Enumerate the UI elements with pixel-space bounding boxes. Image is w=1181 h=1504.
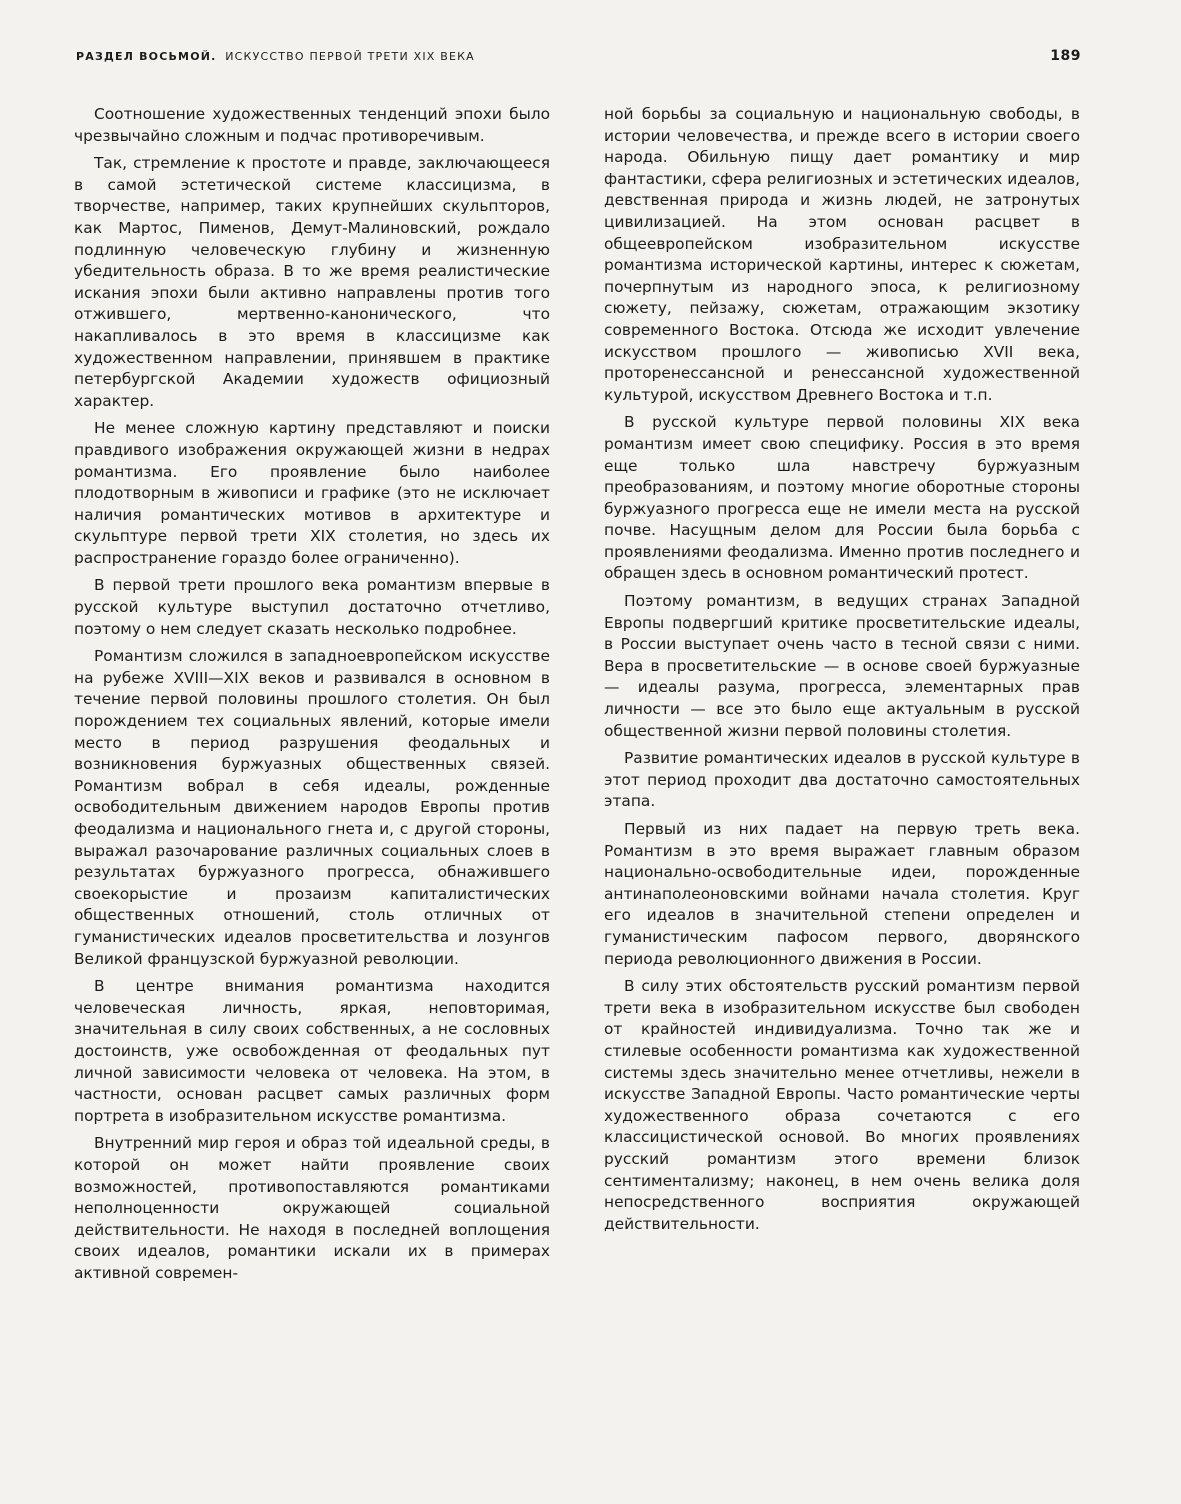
paragraph: Соотношение художественных тенденций эпохи было чрезвычайно сложным и подчас противоречивым. bbox=[74, 105, 550, 145]
paragraph: Первый из них падает на первую треть века. Романтизм в это время выражает главным образом национально-освободительные идеи, порожденные антинаполеоновскими войнами начала столетия. Круг его идеалов в значительной степени определен и гуманистическим пафосом первого, дворянского периода революционного движения в России. bbox=[604, 820, 1080, 968]
paragraph: Так, стремление к простоте и правде, заключающееся в самой эстетической системе классицизма, в творчестве, например, таких крупнейших скульпторов, как Мартос, Пименов, Демут-Малиновский, рождало подлинную человеческую глубину и жизненную убедительность образа. В то же время реалистические искания эпохи были активно направлены против того отжившего, мертвенно-канонического, что накапливалось в это время в классицизме как художественном направлении, принявшем в практике петербургской Академии художеств официозный характер. bbox=[74, 154, 550, 410]
section-title: РАЗДЕЛ ВОСЬМОЙ. bbox=[76, 50, 217, 63]
paragraph: В центре внимания романтизма находится человеческая личность, яркая, неповторимая, значительная в силу своих собственных, а не сословных достоинств, уже освобожденная от феодальных пут личной зависимости человека от человека. На этом, в частности, основан расцвет самых различных форм портрета в изобразительном искусстве романтизма. bbox=[74, 977, 550, 1125]
continued-paragraph: ной борьбы за социальную и национальную свободы, в истории человечества, и прежде всего в истории своего народа. Обильную пищу дает романтику и мир фантастики, сфера религиозных и эстетических идеалов, девственная природа и жизнь людей, не затронутых цивилизацией. На этом основан расцвет в общеевропейском изобразительном искусстве романтизма исторической картины, интерес к сюжетам, почерпнутым из народного эпоса, к религиозному сюжету, пейзажу, сюжетам, отражающим экзотику современного Востока. Отсюда же исходит увлечение искусством прошлого — живописью XVII века, проторенессансной и ренессансной художественной культурой, искусством Древнего Востока и т.п. bbox=[604, 105, 1081, 404]
paragraph: В первой трети прошлого века романтизм впервые в русской культуре выступил достаточно отчетливо, поэтому о нем следует сказать несколько подробнее. bbox=[74, 576, 550, 638]
running-header bbox=[76, 50, 1081, 70]
paragraph: Внутренний мир героя и образ той идеальной среды, в которой он может найти проявление своих возможностей, противопоставляются романтиками неполноценности окружающей социальной действительности. Не находя в последней воплощения своих идеалов, романтики искали их в примерах активной современ- bbox=[74, 1134, 550, 1282]
paragraph: Развитие романтических идеалов в русской культуре в этот период проходит два достаточно самостоятельных этапа. bbox=[604, 749, 1080, 811]
paragraph: В силу этих обстоятельств русский романтизм первой трети века в изобразительном искусстве был свободен от крайностей индивидуализма. Точно так же и стилевые особенности романтизма как художественной системы здесь значительно менее отчетливы, нежели в искусстве Западной Европы. Часто романтические черты художественного образа сочетаются с его классицистической основой. Во многих проявлениях русский романтизм этого времени близок сентиментализму; наконец, в нем очень велика доля непосредственного восприятия окружающей действительности. bbox=[604, 977, 1080, 1233]
right-text-column bbox=[604, 104, 1080, 1241]
paragraph: Поэтому романтизм, в ведущих странах Западной Европы подвергший критике просветительские идеалы, в России выступает очень часто в тесной связи с ними. Вера в просветительские — в основе своей буржуазные — идеалы разума, прогресса, элементарных прав личности — все это было еще актуальным в русской общественной жизни первой половины столетия. bbox=[604, 592, 1080, 740]
left-text-column bbox=[74, 104, 550, 1290]
page-number: 189 bbox=[1050, 48, 1081, 64]
paragraph: Не менее сложную картину представляют и поиски правдивого изображения окружающей жизни в недрах романтизма. Его проявление было наиболее плодотворным в живописи и графике (это не исключает наличия романтических мотивов в архитектуре и скульптуре первой трети XIX столетия, но здесь их распространение гораздо более ограниченно). bbox=[74, 419, 550, 567]
section-subtitle: ИСКУССТВО ПЕРВОЙ ТРЕТИ XIX ВЕКА bbox=[225, 50, 475, 63]
paragraph: Романтизм сложился в западноевропейском искусстве на рубеже XVIII—XIX веков и развивался в основном в течение первой половины прошлого столетия. Он был порождением тех социальных явлений, которые имели место в период разрушения феодальных и возникновения буржуазных общественных связей. Романтизм вобрал в себя идеалы, рожденные освободительным движением народов Европы против феодализма и национального гнета и, с другой стороны, выражал разочарование различных социальных слоев в результатах буржуазного прогресса, обнажившего своекорыстие и прозаизм капиталистических общественных отношений, столь отличных от гуманистических идеалов просветительства и лозунгов Великой французской буржуазной революции. bbox=[74, 647, 550, 968]
paragraph: В русской культуре первой половины XIX века романтизм имеет свою специфику. Россия в это время еще только шла навстречу буржуазным преобразованиям, и поэтому многие оборотные стороны буржуазного прогресса еще не имели места на русской почве. Насущным делом для России была борьба с проявлениями феодализма. Именно против последнего и обращен здесь в основном романтический протест. bbox=[604, 413, 1080, 583]
